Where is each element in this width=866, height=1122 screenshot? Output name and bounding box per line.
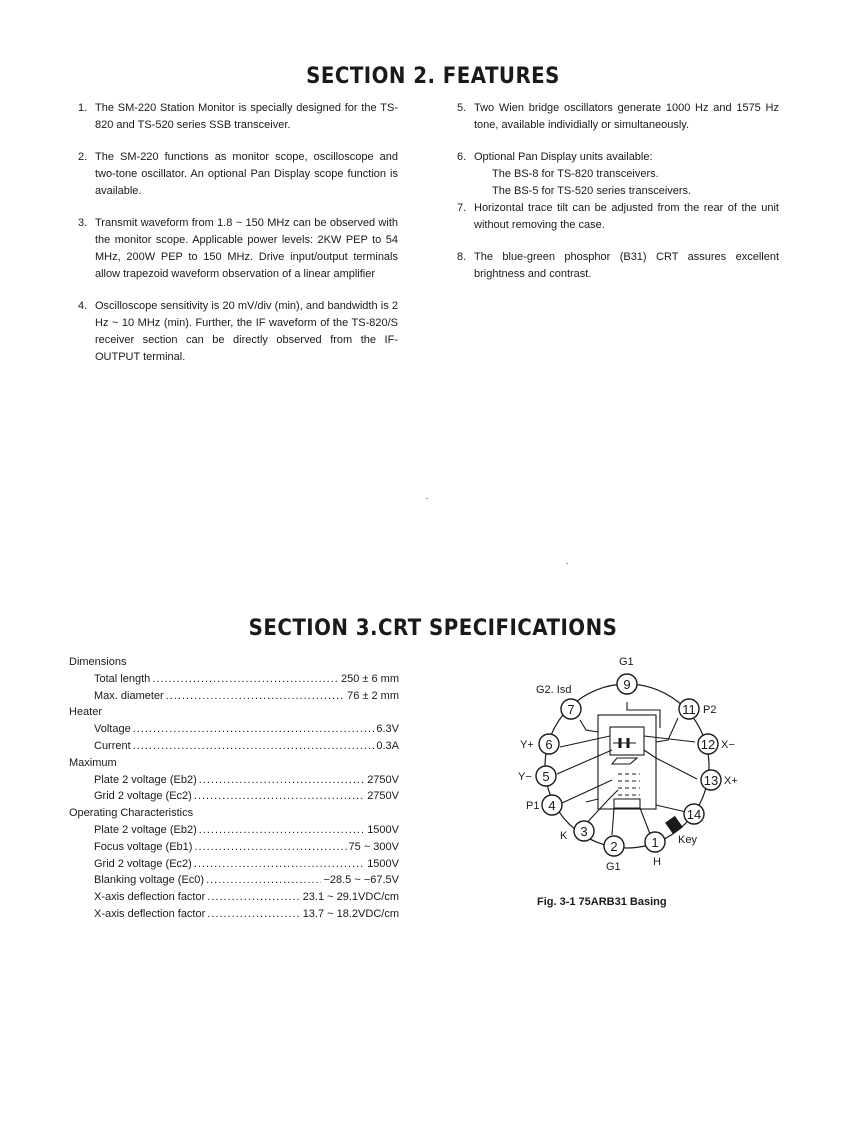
electrode-structure (557, 702, 697, 835)
spec-value: 2750V (367, 773, 399, 786)
pin-number: 13 (703, 773, 719, 788)
spec-label: Current (94, 739, 131, 752)
spec-value: 2750V (367, 790, 399, 803)
key-block (665, 816, 683, 834)
spec-group-heading: Operating Characteristics (69, 807, 194, 820)
pin-number: 12 (700, 737, 716, 752)
spec-value: 0.3A (376, 739, 399, 752)
spec-label: Max. diameter (94, 689, 164, 702)
leader-dots (206, 872, 321, 889)
crt-spec-table (69, 654, 399, 923)
pin-number: 14 (686, 807, 702, 822)
pin-number: 5 (542, 769, 550, 784)
label-x-plus: X+ (724, 775, 738, 787)
spec-value: 23.1 ~ 29.1VDC/cm (302, 891, 399, 904)
spec-row (69, 721, 399, 738)
spec-row (69, 872, 399, 889)
figure-caption: Fig. 3-1 75ARB31 Basing (537, 896, 667, 908)
spec-row (69, 839, 399, 856)
feature-number: 7. (457, 202, 467, 214)
spec-value: 75 ~ 300V (348, 840, 399, 853)
spec-group-heading: Dimensions (69, 656, 127, 668)
leader-dots (194, 839, 346, 856)
feature-subitem: The BS-5 for TS-520 series transceivers. (492, 185, 692, 197)
spec-group-dimensions (69, 654, 399, 704)
leader-dots (199, 822, 365, 839)
spec-label: Plate 2 voltage (Eb2) (94, 773, 197, 786)
feature-item (457, 100, 779, 134)
spec-row (69, 889, 399, 906)
spec-label: Plate 2 voltage (Eb2) (94, 823, 197, 836)
label-key: Key (678, 834, 697, 846)
spec-row (69, 822, 399, 839)
leader-dots (166, 688, 345, 705)
pin-number: 2 (610, 839, 618, 854)
feature-item (78, 149, 398, 200)
section-2-title: SECTION 2. FEATURES (306, 64, 560, 89)
leader-dots (152, 671, 339, 688)
spec-value: 1500V (367, 823, 399, 836)
leader-dots (194, 788, 365, 805)
feature-item (78, 298, 398, 366)
feature-item (457, 200, 779, 234)
spec-row (69, 688, 399, 705)
scan-speck (566, 563, 568, 564)
feature-number: 3. (78, 217, 88, 229)
spec-label: Total length (94, 672, 151, 685)
spec-group-heater (69, 704, 399, 754)
spec-group-heading: Heater (69, 706, 103, 719)
pin-number: 6 (545, 737, 553, 752)
spec-value: 13.7 ~ 18.2VDC/cm (302, 907, 399, 920)
feature-item (78, 215, 398, 283)
feature-item (78, 100, 398, 134)
pin-number: 4 (548, 798, 556, 813)
label-p1: P1 (526, 800, 540, 812)
scan-speck (426, 498, 428, 499)
features-right-column (457, 100, 779, 298)
label-g2-isd: G2. Isd (536, 684, 572, 696)
feature-text: Two Wien bridge oscillators generate 1000 Hz and 1575 Hz tone, available individially or simultaneously. (474, 102, 779, 131)
spec-label: Grid 2 voltage (Ec2) (94, 857, 192, 870)
spec-row (69, 856, 399, 873)
label-h: H (653, 856, 661, 868)
spec-value: 250 ± 6 mm (340, 672, 399, 685)
spec-value: 1500V (367, 857, 399, 870)
pin-number: 1 (651, 835, 659, 850)
spec-row (69, 772, 399, 789)
label-y-minus: Y− (518, 771, 532, 783)
spec-row (69, 788, 399, 805)
spec-label: X-axis deflection factor (94, 907, 206, 920)
label-y-plus: Y+ (520, 739, 534, 751)
feature-number: 6. (457, 151, 467, 163)
spec-label: Grid 2 voltage (Ec2) (94, 790, 192, 803)
spec-group-operating (69, 805, 399, 923)
feature-item (457, 249, 779, 283)
feature-text: Horizontal trace tilt can be adjusted from the rear of the unit without removing the case. (474, 202, 779, 231)
features-left-column (78, 100, 398, 381)
feature-text: The SM-220 functions as monitor scope, oscilloscope and two-tone oscillator. An optional Pan Display scope function is available. (95, 151, 398, 197)
spec-label: Focus voltage (Eb1) (94, 840, 193, 853)
spec-value: −28.5 ~ −67.5V (323, 874, 399, 887)
feature-number: 2. (78, 151, 88, 163)
leader-dots (194, 856, 365, 873)
feature-text: Optional Pan Display units available: (474, 151, 653, 163)
label-x-minus: X− (721, 739, 735, 751)
pin-number: 3 (580, 824, 588, 839)
leader-dots (133, 738, 375, 755)
feature-item (457, 149, 779, 200)
feature-text: The SM-220 Station Monitor is specially designed for the TS-820 and TS-520 series SSB transceiver. (95, 102, 398, 131)
section-3-title: SECTION 3.CRT SPECIFICATIONS (248, 616, 618, 641)
feature-number: 8. (457, 251, 467, 263)
spec-value: 76 ± 2 mm (347, 689, 399, 702)
feature-text: The blue-green phosphor (B31) CRT assures excellent brightness and contrast. (474, 251, 779, 280)
leader-dots (207, 906, 300, 923)
feature-text: Transmit waveform from 1.8 ~ 150 MHz can be observed with the monitor scope. Applicable power levels: 2KW PEP to 54 MHz, 200W PEP to 150 MHz. Drive input/output terminals allow trapezoid waveform observation of a linear amplifier (95, 217, 398, 280)
leader-dots (199, 772, 365, 789)
pin-number: 7 (567, 702, 575, 717)
label-g1-top: G1 (619, 656, 634, 668)
feature-number: 5. (457, 102, 467, 114)
leader-dots (133, 721, 375, 738)
label-p2: P2 (703, 704, 717, 716)
feature-text: Oscilloscope sensitivity is 20 mV/div (min), and bandwidth is 2 Hz ~ 10 MHz (min). Further, the IF waveform of the TS-820/S receiver section can be directly observed from the IF-OUTPUT terminal. (95, 300, 398, 363)
leader-dots (207, 889, 300, 906)
feature-text-block (474, 149, 779, 200)
spec-label: X-axis deflection factor (94, 891, 206, 904)
spec-label: Voltage (94, 723, 131, 736)
label-k: K (560, 830, 568, 842)
pin-number: 9 (623, 677, 631, 692)
crt-basing-diagram (500, 650, 770, 880)
label-g1-bottom: G1 (606, 861, 621, 873)
spec-row (69, 906, 399, 923)
pin-number: 11 (682, 702, 696, 717)
feature-subitem: The BS-8 for TS-820 transceivers. (492, 168, 659, 180)
feature-number: 4. (78, 300, 88, 312)
spec-group-maximum (69, 755, 399, 805)
spec-row (69, 738, 399, 755)
spec-label: Blanking voltage (Ec0) (94, 874, 205, 887)
pin-numbers (542, 677, 718, 854)
spec-group-heading: Maximum (69, 756, 117, 769)
spec-row (69, 671, 399, 688)
feature-number: 1. (78, 102, 88, 114)
spec-value: 6.3V (376, 723, 399, 736)
